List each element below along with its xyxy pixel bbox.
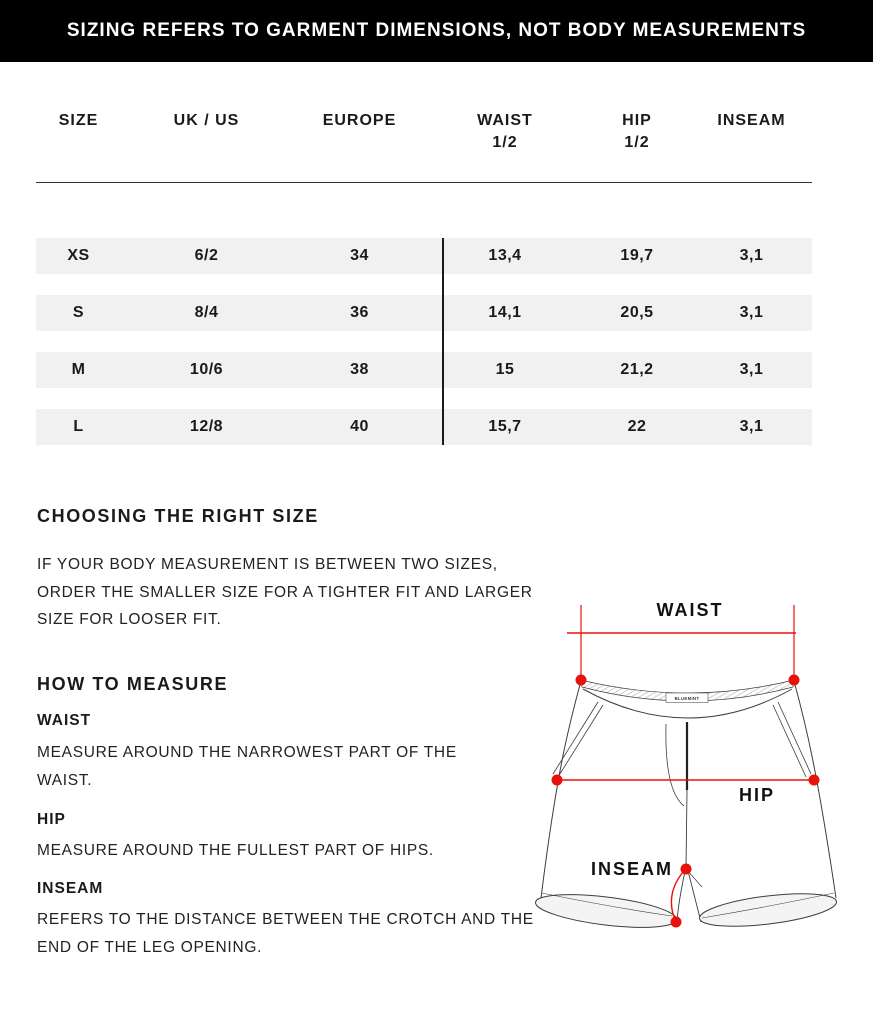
hip-diagram-label: HIP (738, 785, 776, 805)
table-row-xs (36, 238, 812, 274)
waist-right-dot (789, 675, 800, 686)
size-table (36, 100, 812, 466)
table-row-s (36, 295, 812, 331)
choosing-size-heading: CHOOSING THE RIGHT SIZE (37, 506, 319, 526)
cell-inseam: 3,1 (739, 361, 764, 378)
cell-uk-us: 8/4 (194, 304, 219, 321)
cell-europe: 40 (350, 418, 369, 435)
size-table-body (36, 238, 812, 445)
disclaimer-banner (0, 0, 873, 62)
cell-hip: 19,7 (620, 247, 654, 264)
waist-left-dot (576, 675, 587, 686)
table-row-m (36, 352, 812, 388)
cell-uk-us: 6/2 (194, 247, 219, 264)
measure-def-hip: MEASURE AROUND THE FULLEST PART OF HIPS. (37, 842, 434, 859)
measure-term-waist: WAIST (37, 712, 92, 729)
cell-size: M (71, 361, 86, 378)
cell-waist: 15 (495, 361, 515, 378)
cell-waist: 14,1 (488, 304, 522, 321)
shorts-diagram-svg (520, 590, 873, 1000)
shorts-measurement-diagram (520, 590, 873, 1000)
cell-hip: 21,2 (620, 361, 654, 378)
cell-europe: 34 (350, 247, 369, 264)
cell-inseam: 3,1 (739, 304, 764, 321)
disclaimer-text: SIZING REFERS TO GARMENT DIMENSIONS, NOT BODY MEASUREMENTS (66, 20, 807, 41)
cell-europe: 38 (350, 361, 369, 378)
shorts-outline (534, 680, 838, 934)
waistband-brand-tag (666, 693, 708, 703)
inseam-top-dot (681, 864, 692, 875)
column-header-inseam: INSEAM (717, 112, 786, 129)
table-row-l (36, 409, 812, 445)
choosing-size-body: IF YOUR BODY MEASUREMENT IS BETWEEN TWO SIZES, ORDER THE SMALLER SIZE FOR A TIGHTER FIT AND LARGER SIZE FOR LOOSER FIT. (37, 556, 533, 628)
column-header-size: SIZE (58, 112, 99, 129)
cell-waist: 15,7 (488, 418, 522, 435)
cell-hip: 20,5 (620, 304, 654, 321)
column-header-hip: HIP 1/2 (622, 112, 652, 151)
brand-label: BLUEMINT (674, 696, 700, 701)
measure-def-waist: MEASURE AROUND THE NARROWEST PART OF THE WAIST. (37, 744, 457, 789)
cell-size: L (73, 418, 84, 435)
column-header-europe: EUROPE (322, 112, 397, 129)
cell-uk-us: 12/8 (189, 418, 224, 435)
waist-diagram-label: WAIST (656, 600, 724, 620)
hip-right-dot (809, 775, 820, 786)
cell-size: XS (67, 247, 90, 264)
cell-hip: 22 (627, 418, 647, 435)
cell-size: S (72, 304, 85, 321)
size-table-header (36, 100, 812, 183)
column-header-waist: WAIST 1/2 (477, 112, 533, 151)
measure-term-inseam: INSEAM (37, 880, 104, 897)
measure-term-hip: HIP (37, 811, 66, 828)
inseam-bottom-dot (671, 917, 682, 928)
measure-def-inseam: REFERS TO THE DISTANCE BETWEEN THE CROTCH AND THE END OF THE LEG OPENING. (37, 911, 534, 956)
cell-inseam: 3,1 (739, 247, 764, 264)
column-header-uk-us: UK / US (173, 112, 240, 129)
cell-uk-us: 10/6 (189, 361, 224, 378)
hip-left-dot (552, 775, 563, 786)
inseam-diagram-label: INSEAM (590, 859, 673, 879)
how-to-measure-heading: HOW TO MEASURE (37, 674, 229, 694)
cell-europe: 36 (350, 304, 369, 321)
cell-inseam: 3,1 (739, 418, 764, 435)
cell-waist: 13,4 (488, 247, 522, 264)
table-vertical-divider (442, 238, 444, 445)
